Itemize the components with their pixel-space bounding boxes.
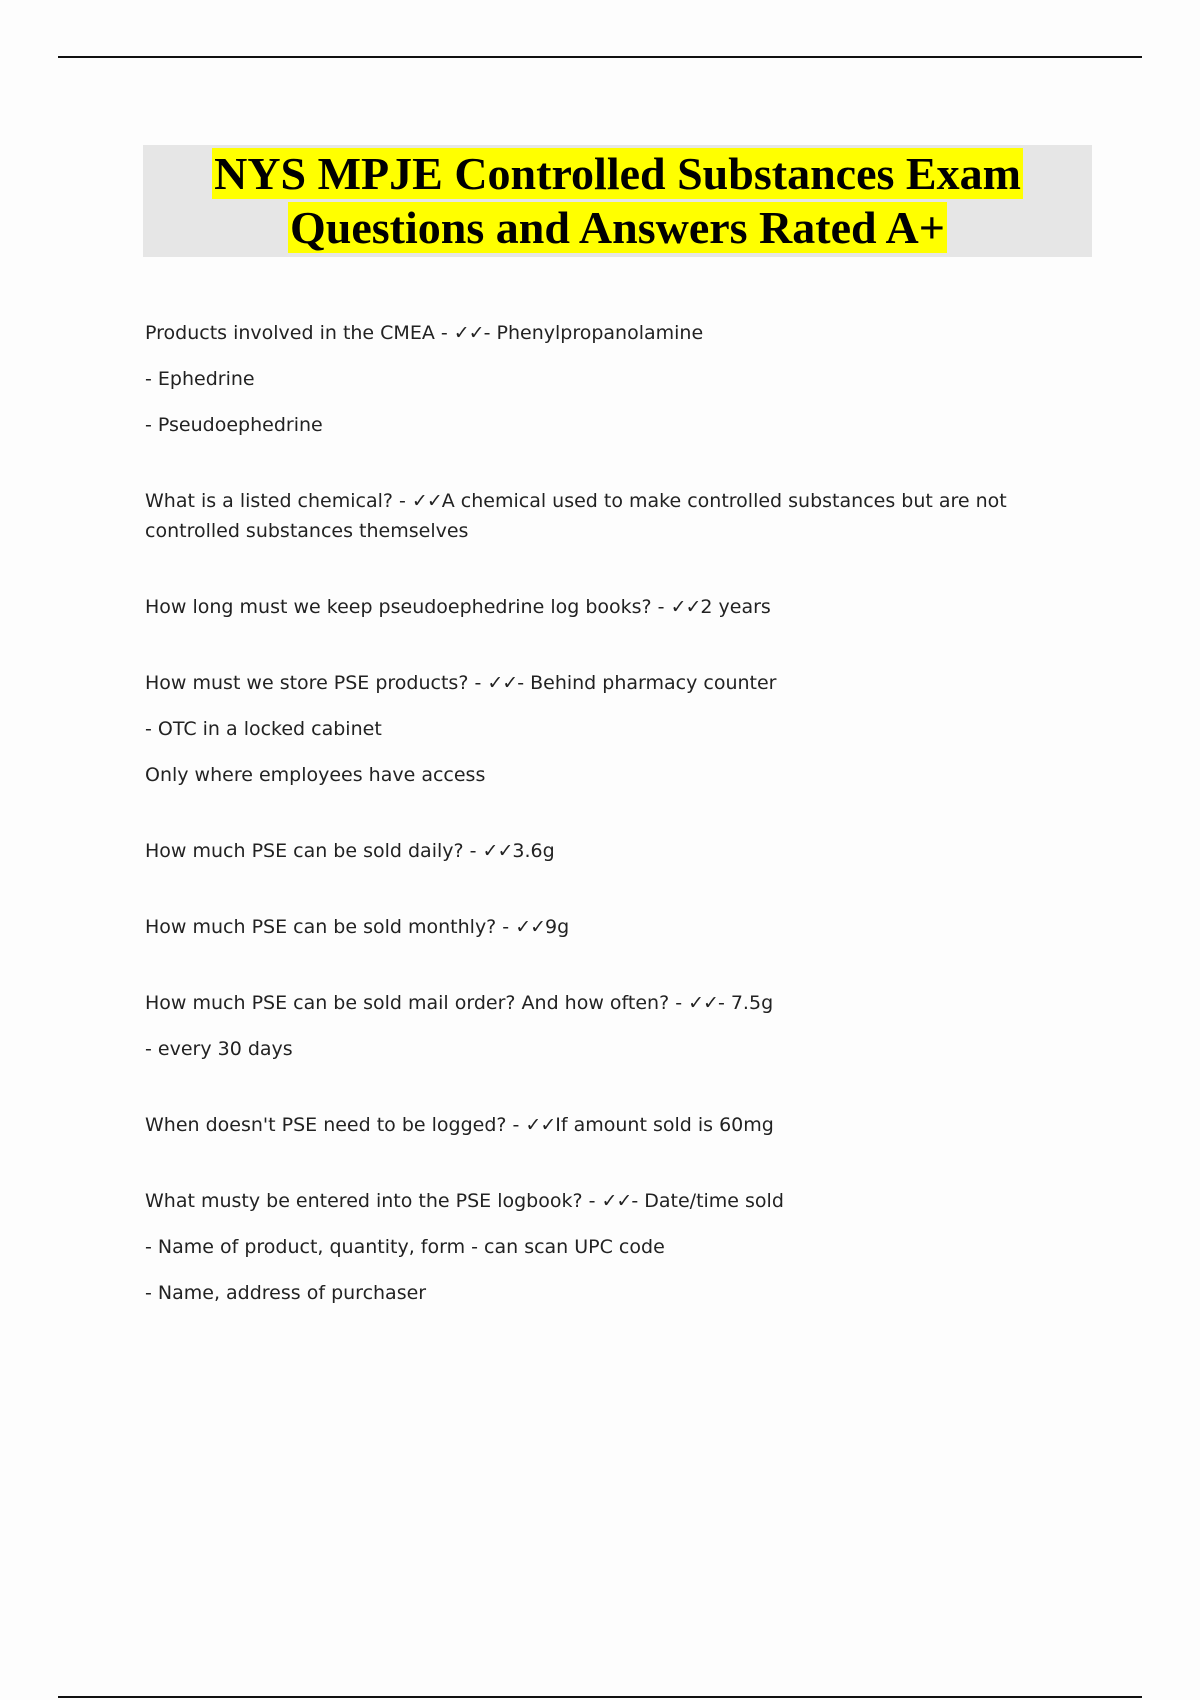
double-check-icon: ✓✓ — [688, 992, 718, 1014]
qa-first-line — [145, 1186, 1085, 1216]
answer-continuation-line: - Pseudoephedrine — [145, 414, 323, 436]
qa-item — [145, 1110, 1085, 1140]
qa-first-line — [145, 988, 1085, 1018]
double-check-icon: ✓✓ — [601, 1190, 632, 1212]
answer-continuation-line: - Ephedrine — [145, 368, 255, 390]
double-check-icon: ✓✓ — [482, 840, 513, 862]
answer-continuation-line: - OTC in a locked cabinet — [145, 718, 382, 740]
qa-item — [145, 1186, 1085, 1308]
footer-rule — [58, 1696, 1142, 1698]
double-check-icon: ✓✓ — [670, 596, 701, 618]
question-text: How much PSE can be sold mail order? And how often? - — [145, 992, 689, 1014]
question-text: What is a listed chemical? - — [145, 490, 412, 512]
question-text: How must we store PSE products? - — [145, 672, 488, 694]
qa-item — [145, 836, 1085, 866]
question-text: How much PSE can be sold daily? - — [145, 840, 483, 862]
qa-first-line — [145, 912, 1085, 942]
qa-first-line — [145, 1110, 1085, 1140]
qa-first-line — [145, 836, 1085, 866]
answer-text: - Behind pharmacy counter — [517, 672, 777, 694]
double-check-icon: ✓✓ — [515, 916, 546, 938]
answer-text: A chemical used to make controlled substances but are not controlled substances themselves — [145, 490, 1007, 542]
qa-first-line — [145, 486, 1085, 546]
double-check-icon: ✓✓ — [487, 672, 518, 694]
answer-continuation-line: - every 30 days — [145, 1038, 293, 1060]
answer-text: If amount sold is 60mg — [555, 1114, 774, 1136]
qa-first-line — [145, 592, 1085, 622]
question-text: How much PSE can be sold monthly? - — [145, 916, 516, 938]
question-text: What musty be entered into the PSE logbook? - — [145, 1190, 602, 1212]
title-line-2: Questions and Answers Rated A+ — [290, 202, 945, 253]
answer-continuation-line: - Name of product, quantity, form - can scan UPC code — [145, 1236, 665, 1258]
qa-first-line — [145, 668, 1085, 698]
answer-text: 2 years — [700, 596, 771, 618]
qa-item — [145, 318, 1085, 440]
answer-text: - Date/time sold — [631, 1190, 784, 1212]
answer-text: - 7.5g — [717, 992, 774, 1014]
answer-text: - Phenylpropanolamine — [483, 322, 704, 344]
qa-item — [145, 912, 1085, 942]
question-text: Products involved in the CMEA - — [145, 322, 454, 344]
document-title — [212, 147, 1023, 255]
title-banner — [143, 145, 1092, 257]
double-check-icon: ✓✓ — [453, 322, 484, 344]
qa-list — [145, 318, 1085, 1354]
question-text: How long must we keep pseudoephedrine log books? - — [145, 596, 671, 618]
answer-continuation-line: Only where employees have access — [145, 764, 486, 786]
double-check-icon: ✓✓ — [411, 490, 442, 512]
qa-item — [145, 668, 1085, 790]
title-line-1: NYS MPJE Controlled Substances Exam — [214, 148, 1021, 199]
answer-text: 9g — [545, 916, 570, 938]
header-rule — [58, 56, 1142, 58]
answer-continuation-line: - Name, address of purchaser — [145, 1282, 427, 1304]
qa-item — [145, 486, 1085, 546]
qa-first-line — [145, 318, 1085, 348]
answer-text: 3.6g — [512, 840, 555, 862]
qa-item — [145, 988, 1085, 1064]
question-text: When doesn't PSE need to be logged? - — [145, 1114, 526, 1136]
qa-item — [145, 592, 1085, 622]
double-check-icon: ✓✓ — [525, 1114, 556, 1136]
